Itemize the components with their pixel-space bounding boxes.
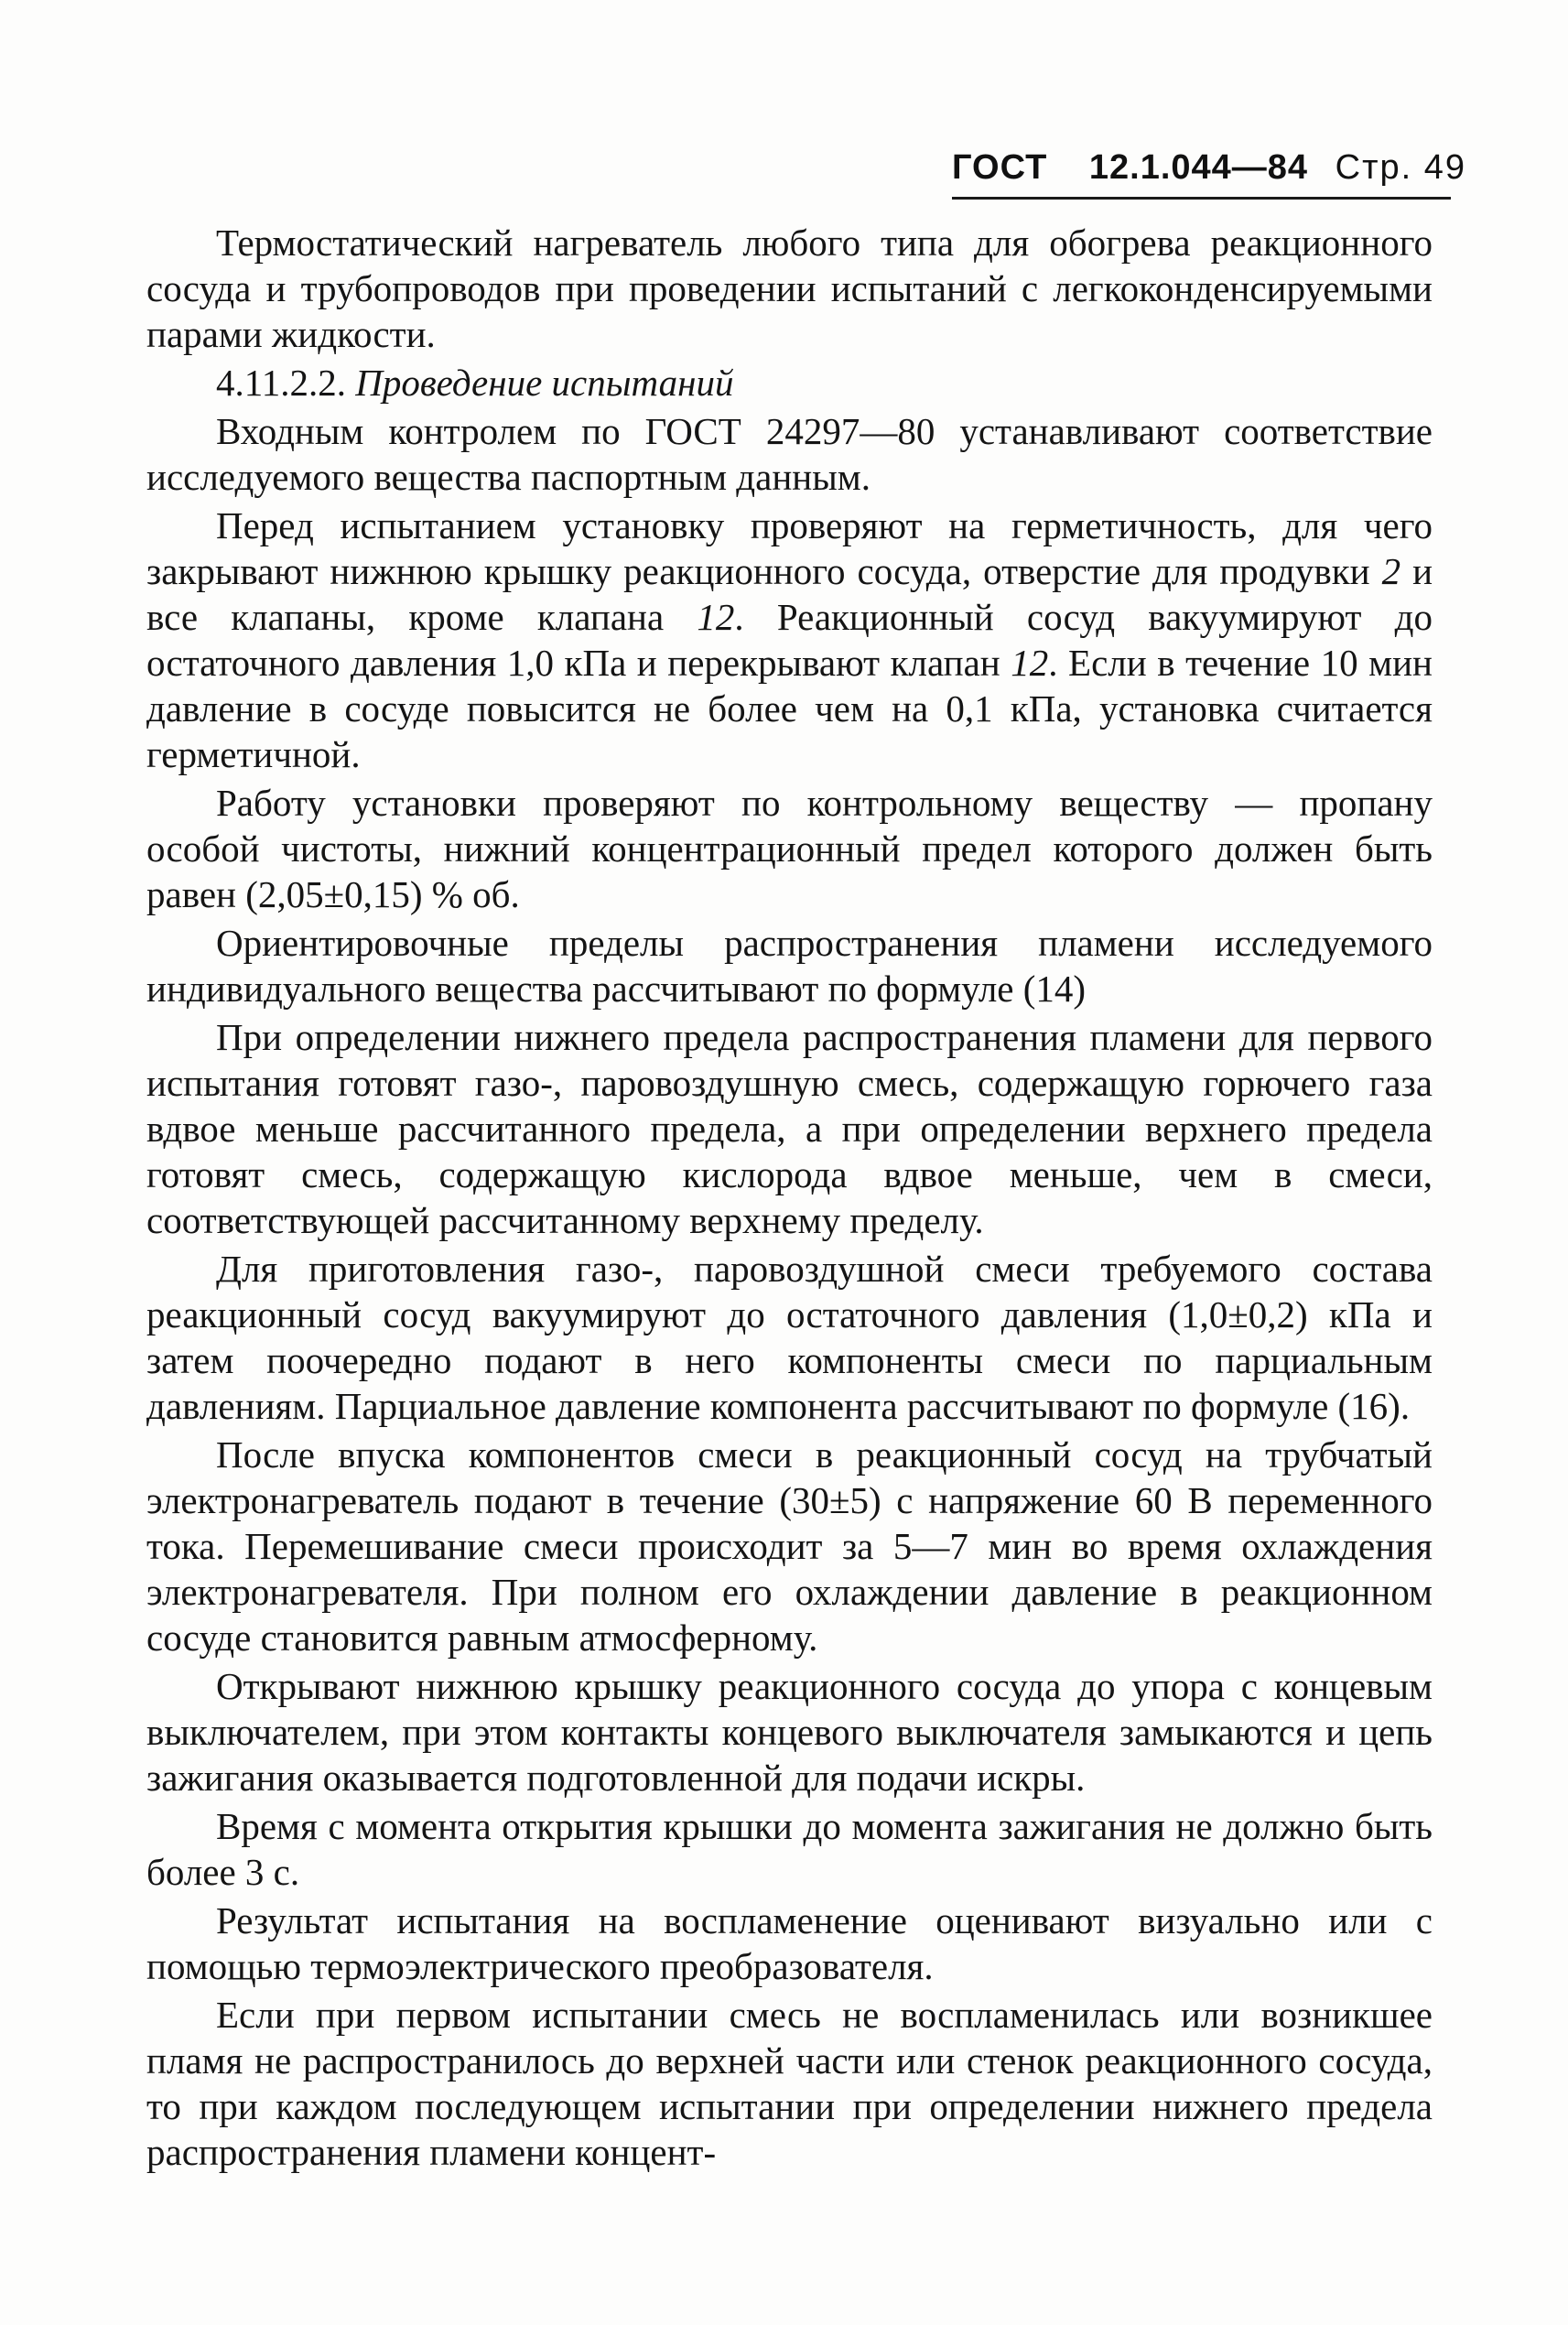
paragraph-mixing: После впуска компонентов смеси в реакционный сосуд на трубчатый электронагреватель подают в течение (30±5) с напряжение 60 В переменного тока. Перемешивание смеси происходит за 5—7 мин во время охлаждения электронагревателя. При полном его охлаждении давление в реакционном сосуде становится равным атмосферному. [146,1433,1433,1659]
page-header [952,148,1466,188]
paragraph-lower-limit: При определении нижнего предела распространения пламени для первого испытания готовят газо-, паровоздушную смесь, содержащую горючего газа вдвое меньше рассчитанного предела, а при определении верхнего предела готовят смесь, содержащую кислорода вдвое меньше, чем в смеси, соответствующей рассчитанному верхнему пределу. [146,1016,1433,1241]
header-rule [952,197,1451,200]
paragraph-ignition-time: Время с момента открытия крышки до момента зажигания не должно быть более 3 с. [146,1805,1433,1893]
paragraph-control-substance: Работу установки проверяют по контрольному веществу — пропану особой чистоты, нижний концентрационный предел которого должен быть равен (2,05±0,15) % об. [146,782,1433,915]
document-body [146,220,1433,2178]
section-heading [146,360,1433,406]
paragraph-open-lid: Открывают нижнюю крышку реакционного сосуда до упора с концевым выключателем, при этом контакты концевого выключателя замыкаются и цепь зажигания оказывается подготовленной для подачи искры. [146,1665,1433,1799]
page-number: Стр. 49 [1335,148,1466,187]
paragraph-heater: Термостатический нагреватель любого типа для обогрева реакционного сосуда и трубопроводов при проведении испытаний с легкоконденсируемыми парами жидкости. [146,222,1433,355]
text-fragment: и все клапаны, кроме клапана [146,550,1433,638]
paragraph-leak-test [146,503,1433,777]
paragraph-input-control: Входным контролем по ГОСТ 24297—80 устанавливают соответствие исследуемого вещества паспортным данным. [146,410,1433,498]
ref-number: 12 [1011,642,1049,684]
section-number: 4.11.2.2. [216,362,346,404]
paragraph-repeat-test: Если при первом испытании смесь не воспламенилась или возникшее пламя не распространилось до верхней части или стенок реакционного сосуда, то при каждом последующем испытании при определении нижнего предела распространения пламени концент- [146,1994,1433,2173]
section-title: Проведение испытаний [355,362,734,404]
text-fragment: . Если в течение 10 мин давление в сосуде повысится не более чем на 0,1 кПа, установка считается герметичной. [146,642,1433,775]
text-fragment: Перед испытанием установку проверяют на герметичность, для чего закрывают нижнюю крышку реакционного сосуда, отверстие для продувки [146,504,1433,592]
paragraph-approx-limits: Ориентировочные пределы распространения пламени исследуемого индивидуального вещества рассчитывают по формуле (14) [146,922,1433,1010]
paragraph-result: Результат испытания на воспламенение оценивают визуально или с помощью термоэлектрического преобразователя. [146,1899,1433,1987]
standard-code: 12.1.044—84 [1088,148,1309,187]
text-fragment: . Реакционный сосуд вакуумируют до остаточного давления 1,0 кПа и перекрывают клапан [146,596,1433,684]
ref-number: 12 [697,596,735,638]
ref-number: 2 [1381,550,1401,592]
paragraph-mixture-prep: Для приготовления газо-, паровоздушной смеси требуемого состава реакционный сосуд вакуумируют до остаточного давления (1,0±0,2) кПа и затем поочередно подают в него компоненты смеси по парциальным давлениям. Парциальное давление компонента рассчитывают по формуле (16). [146,1248,1433,1427]
standard-label: ГОСТ [952,148,1048,187]
